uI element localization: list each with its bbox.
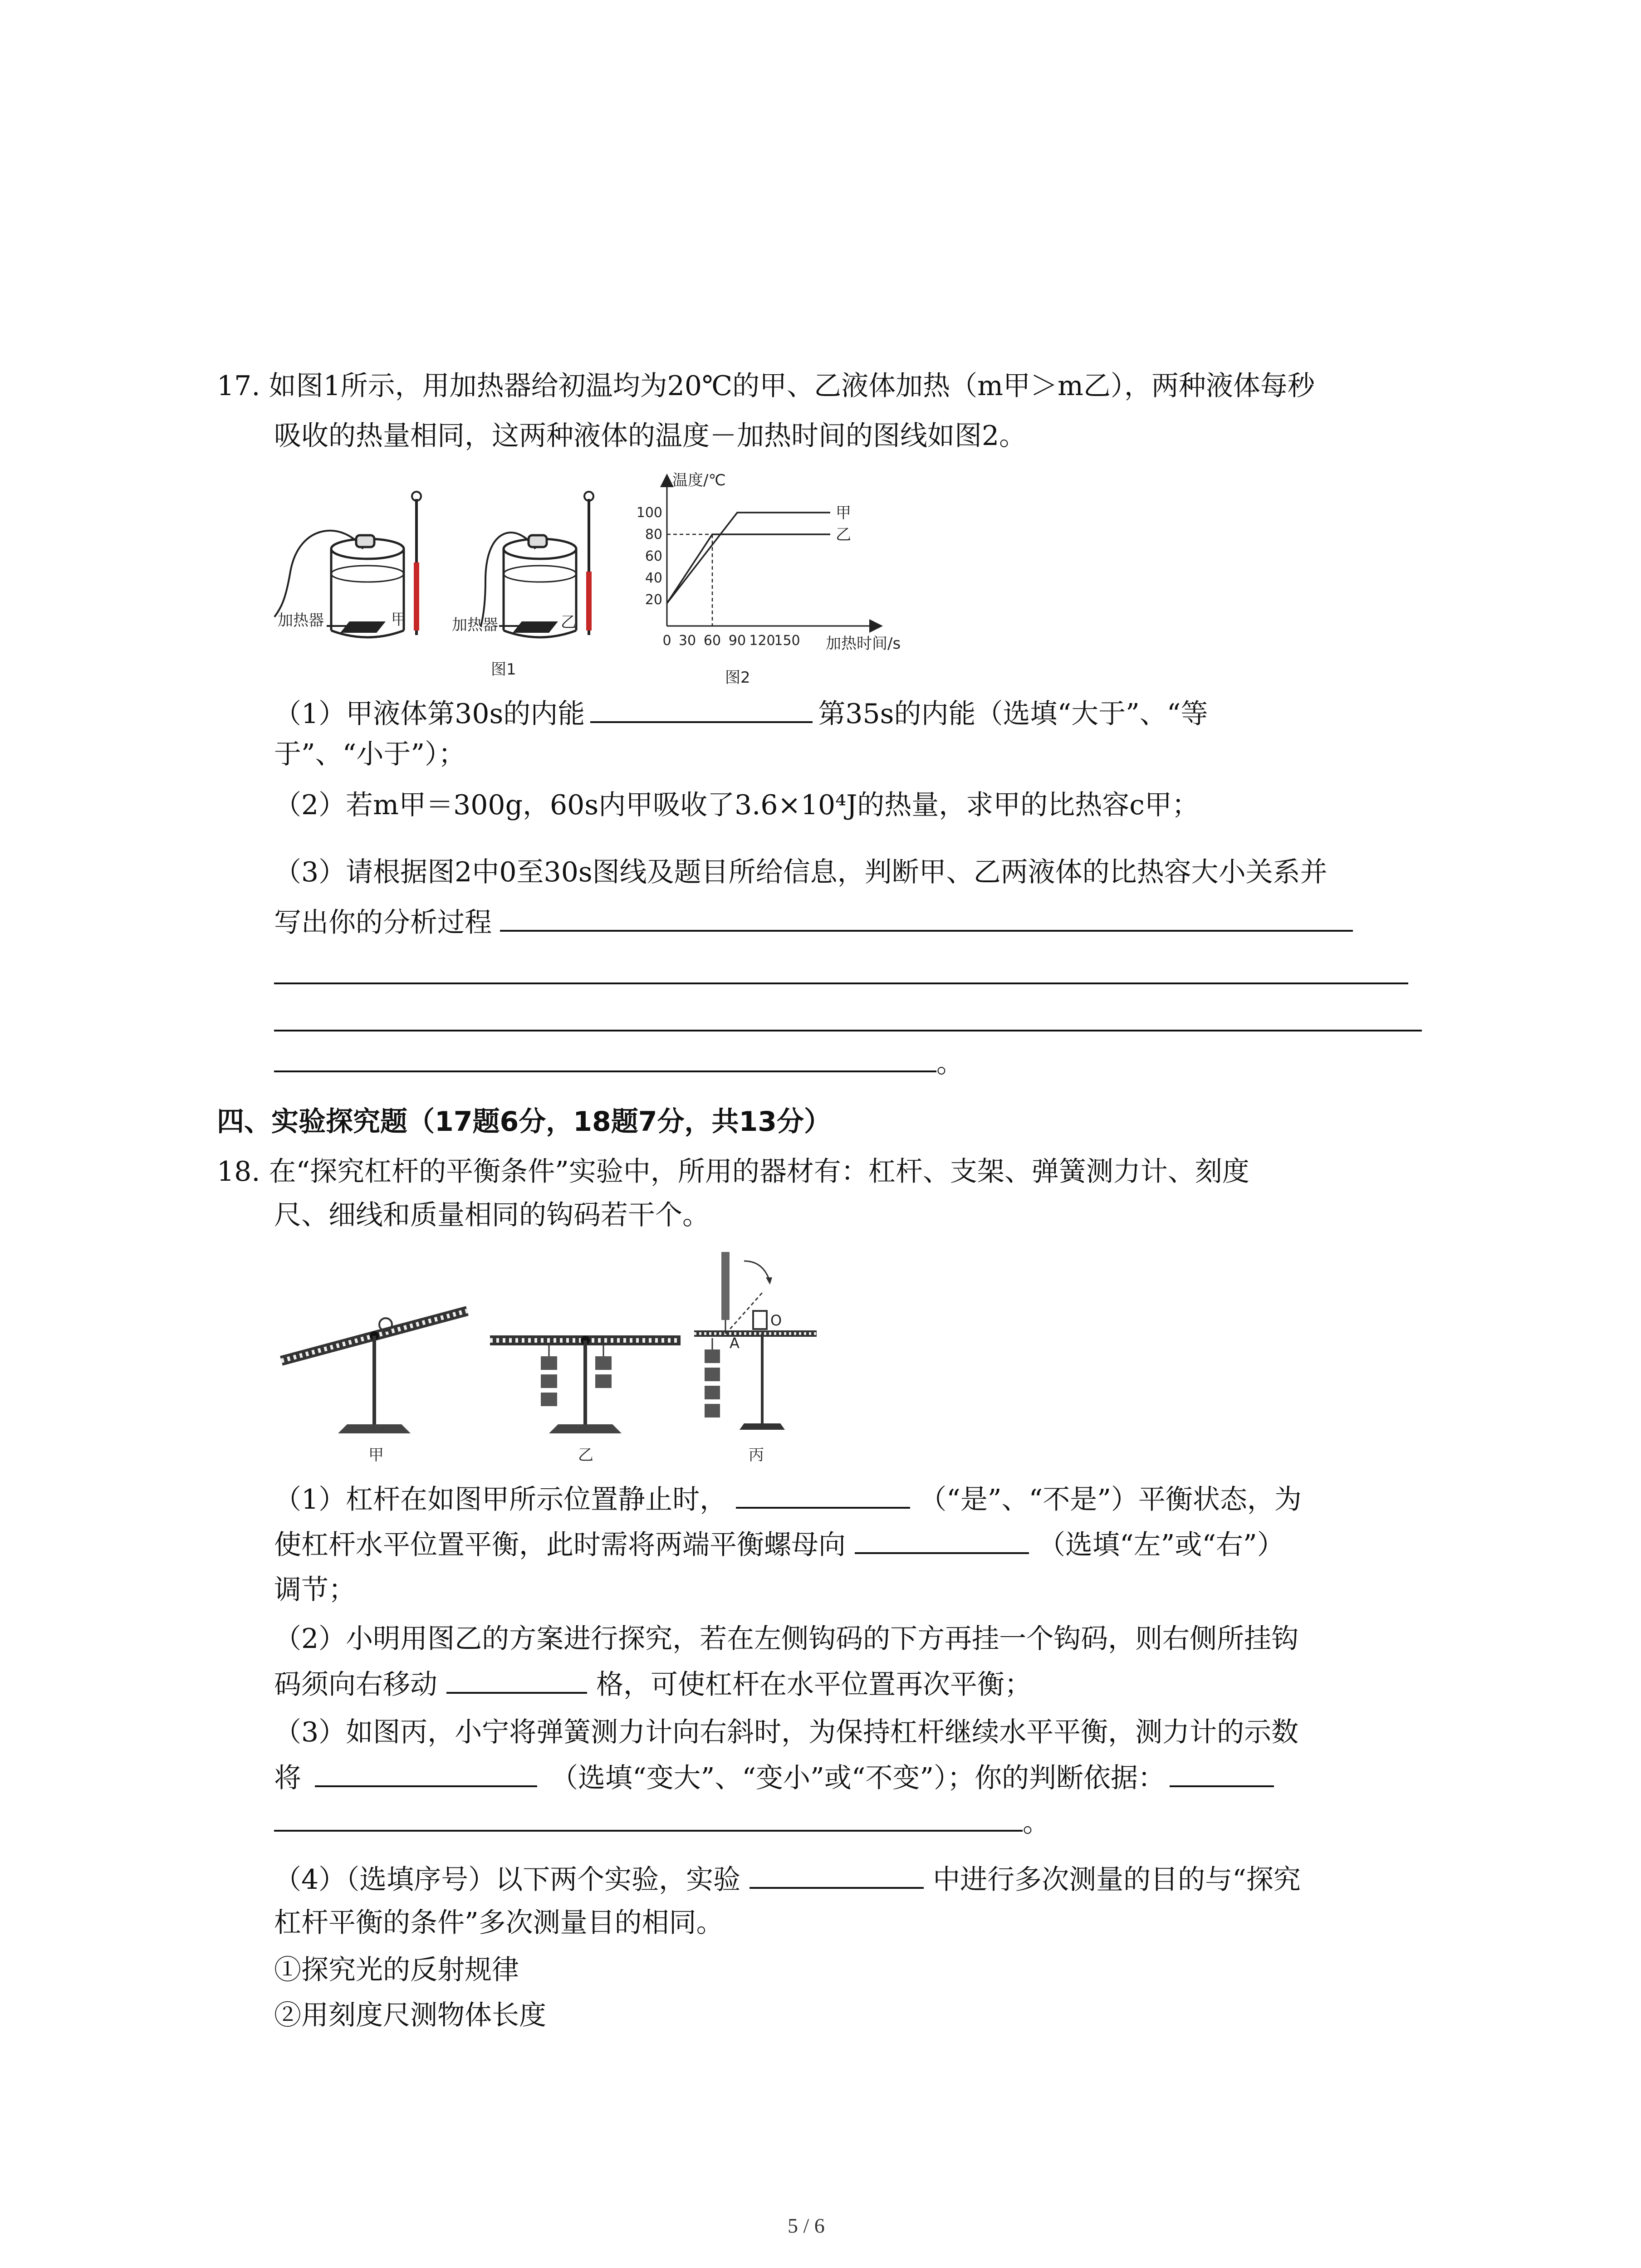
fig1-beaker-a-label: 甲 [391, 611, 407, 629]
q18-answer-blank-5a[interactable] [1170, 1758, 1274, 1787]
q18-part1-line1 [274, 1480, 1302, 1519]
q17-answer-blank-3a[interactable] [500, 903, 1353, 932]
q17-answer-blank-3d[interactable] [274, 1043, 936, 1072]
x-tick-30: 30 [678, 633, 696, 649]
q17-answer-line-2[interactable] [274, 982, 1408, 984]
section-4-title: 四、实验探究题（17题6分，18题7分，共13分） [217, 1106, 831, 1138]
q17-line1: 17. 如图1所示，用加热器给初温均为20℃的甲、乙液体加热（m甲＞m乙），两种液体每秒 [217, 370, 1315, 402]
q18-line1: 18. 在“探究杠杆的平衡条件”实验中，所用的器材有：杠杆、支架、弹簧测力计、刻度 [217, 1156, 1249, 1188]
figure-2-chart [626, 467, 944, 676]
q18-part1-line3: 调节； [274, 1574, 356, 1606]
thermometer-b [584, 492, 593, 635]
fig-label-bing: 丙 [749, 1446, 764, 1464]
q18-part2-text-b: 码须向右移动 [274, 1669, 437, 1701]
fig1-heater-label-a: 加热器 [278, 611, 324, 630]
fig1-caption: 图1 [491, 660, 516, 679]
q18-part3-line1: （3）如图丙，小宁将弹簧测力计向右斜时，为保持杠杆继续水平平衡，测力计的示数 [274, 1716, 1299, 1748]
q18-part3-text-c: （选填“变大”、“变小”或“不变”）；你的判断依据： [551, 1762, 1166, 1794]
q18-part4-text-b: 中进行多次测量的目的与“探究 [933, 1864, 1301, 1896]
q17-answer-line-3[interactable] [274, 1030, 1422, 1031]
q18-part2-line2 [274, 1665, 1032, 1704]
q17-part1-text-a: （1）甲液体第30s的内能 [274, 698, 585, 730]
y-tick-60: 60 [645, 548, 662, 564]
heater-b [513, 621, 558, 633]
q17-part1-line2: 于”、“小于”）； [274, 738, 466, 770]
figure-1-beakers [272, 481, 644, 671]
lever-point-a: A [730, 1334, 740, 1352]
q18-part3-line2 [274, 1758, 1274, 1798]
x-tick-150: 150 [774, 633, 800, 649]
q17-part2: （2）若m甲＝300g，60s内甲吸收了3.6×10⁴J的热量，求甲的比热容c甲； [274, 789, 1199, 821]
y-tick-20: 20 [645, 592, 662, 608]
q18-line2: 尺、细线和质量相同的钩码若干个。 [274, 1199, 710, 1231]
q18-answer-blank-5b[interactable] [274, 1803, 1023, 1832]
lever-bing [694, 1252, 817, 1430]
q17-part3-end: 。 [936, 1047, 964, 1079]
q18-part1-text-c: 使杠杆水平位置平衡，此时需将两端平衡螺母向 [274, 1529, 846, 1561]
thermometer-a [412, 492, 421, 635]
fig-label-jia: 甲 [368, 1446, 384, 1464]
chart-x-ticks [662, 633, 800, 649]
q18-answer-blank-2[interactable] [855, 1525, 1029, 1554]
fig1-beaker-b-label: 乙 [561, 613, 576, 631]
q18-part4-text-a: （4）（选填序号）以下两个实验，实验 [274, 1864, 741, 1896]
q18-part3-line3 [274, 1803, 1050, 1842]
series-jia-line [667, 513, 830, 603]
heater-a [340, 621, 386, 633]
x-tick-0: 0 [662, 633, 671, 649]
fig1-heater-label-b: 加热器 [452, 616, 498, 634]
chart-xlabel: 加热时间/s [826, 635, 901, 653]
q18-option-1: ①探究光的反射规律 [274, 1954, 519, 1986]
series-yi-line [667, 534, 830, 603]
q18-part1-text-a: （1）杠杆在如图甲所示位置静止时， [274, 1484, 727, 1515]
x-tick-90: 90 [728, 633, 746, 649]
q18-part4-line1 [274, 1860, 1301, 1899]
y-tick-80: 80 [645, 527, 662, 543]
fig-label-yi: 乙 [578, 1446, 593, 1464]
q17-answer-blank-1[interactable] [590, 694, 813, 723]
lever-jia [281, 1311, 467, 1433]
q18-answer-blank-4[interactable] [315, 1758, 537, 1787]
q18-part1-text-b: （“是”、“不是”）平衡状态，为 [919, 1484, 1302, 1515]
y-tick-100: 100 [636, 505, 662, 521]
q18-part4-line2: 杠杆平衡的条件”多次测量目的相同。 [274, 1907, 724, 1939]
lever-yi [490, 1336, 681, 1433]
x-tick-120: 120 [749, 633, 775, 649]
q17-part1-line1 [274, 694, 1208, 733]
figure-levers [272, 1243, 862, 1470]
q18-answer-blank-1[interactable] [736, 1480, 910, 1509]
q17-part3-line1: （3）请根据图2中0至30s图线及题目所给信息，判断甲、乙两液体的比热容大小关系并 [274, 856, 1327, 888]
q17-part3-last-line [274, 1043, 964, 1083]
page-number: 5 / 6 [788, 2214, 825, 2237]
q18-part1-text-d: （选填“左”或“右”） [1038, 1529, 1284, 1561]
y-tick-40: 40 [645, 570, 662, 586]
q18-option-2: ②用刻度尺测物体长度 [274, 1999, 546, 2031]
q17-line2: 吸收的热量相同，这两种液体的温度－加热时间的图线如图2。 [274, 420, 1027, 452]
q18-part1-line2 [274, 1525, 1284, 1564]
series-jia-label: 甲 [836, 504, 851, 522]
chart-ylabel: 温度/℃ [672, 471, 726, 489]
q17-part1-text-b: 第35s的内能（选填“大于”、“等 [818, 698, 1208, 730]
chart-y-ticks [637, 505, 662, 608]
q17-part3-line2 [274, 903, 1353, 942]
q18-answer-blank-6[interactable] [749, 1860, 924, 1889]
fig2-caption: 图2 [725, 669, 750, 687]
q18-part2-text-c: 格，可使杠杆在水平位置再次平衡； [596, 1669, 1032, 1701]
lever-point-o: O [770, 1312, 782, 1329]
series-yi-label: 乙 [836, 526, 851, 544]
q18-part2-line1: （2）小明用图乙的方案进行探究，若在左侧钩码的下方再挂一个钩码，则右侧所挂钩 [274, 1623, 1299, 1655]
q17-part3-text-b: 写出你的分析过程 [274, 907, 492, 938]
x-tick-60: 60 [703, 633, 721, 649]
q18-part3-end: 。 [1023, 1807, 1050, 1838]
q18-part3-text-b: 将 [274, 1762, 301, 1794]
q18-answer-blank-3[interactable] [446, 1665, 587, 1694]
